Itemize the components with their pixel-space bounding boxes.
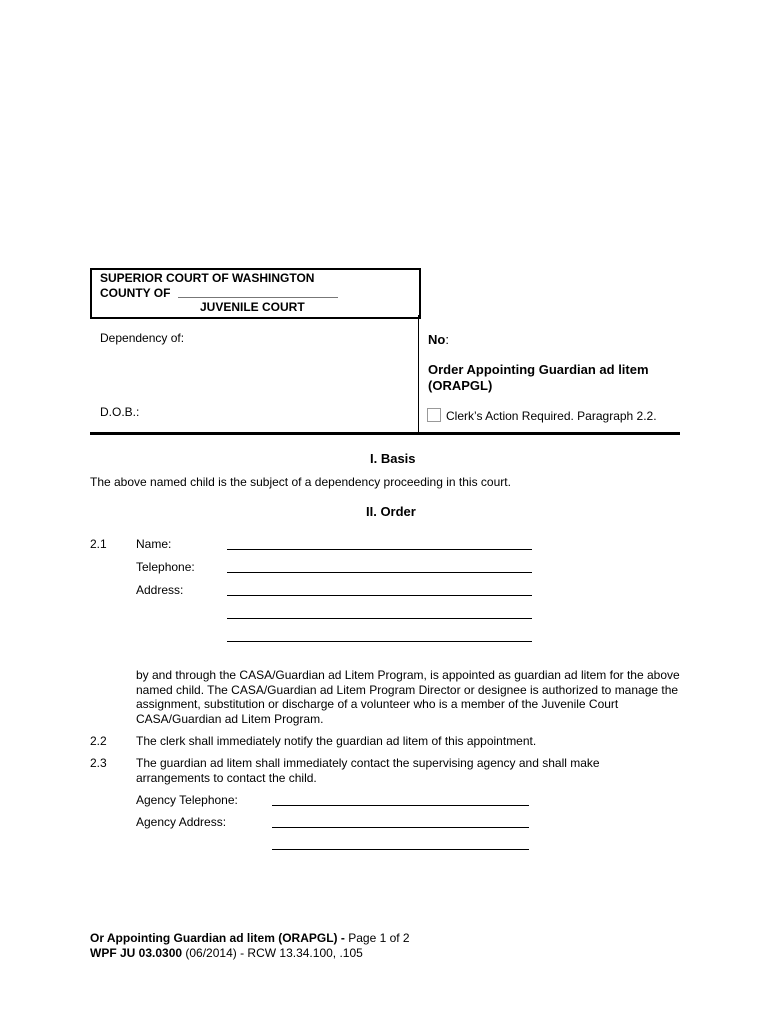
appointment-paragraph: by and through the CASA/Guardian ad Litem Program, is appointed as guardian ad litem for the above named child. The CASA/Guardian ad Litem Program Director or designee is authorized to manage the assignment, substitution or discharge of a volunteer who is a member of the Juvenile Court CASA/Guardian ad Litem Program. bbox=[136, 668, 680, 726]
agency-address-field-line[interactable] bbox=[272, 827, 529, 828]
juvenile-court-label: JUVENILE COURT bbox=[200, 300, 305, 314]
address-field-line[interactable] bbox=[227, 641, 532, 642]
caption-bottom-rule bbox=[90, 432, 680, 435]
footer-form-id: WPF JU 03.0300 (06/2014) - RCW 13.34.100, .105 bbox=[90, 946, 363, 960]
paragraph-number: 2.2 bbox=[90, 734, 107, 748]
agency-telephone-field-line[interactable] bbox=[272, 805, 529, 806]
telephone-field-line[interactable] bbox=[227, 572, 532, 573]
notify-paragraph: The clerk shall immediately notify the guardian ad litem of this appointment. bbox=[136, 734, 537, 748]
section-basis-heading: I. Basis bbox=[370, 451, 416, 466]
court-name: SUPERIOR COURT OF WASHINGTON bbox=[100, 271, 315, 285]
county-blank-line[interactable] bbox=[178, 297, 338, 298]
dependency-label: Dependency of: bbox=[100, 331, 185, 345]
basis-text: The above named child is the subject of a dependency proceeding in this court. bbox=[90, 475, 511, 489]
name-field-line[interactable] bbox=[227, 549, 532, 550]
contact-paragraph: The guardian ad litem shall immediately contact the supervising agency and shall make arrangements to contact the child. bbox=[136, 756, 600, 785]
case-number-label: No: bbox=[428, 332, 449, 347]
section-order-heading: II. Order bbox=[366, 504, 416, 519]
caption-divider bbox=[418, 315, 419, 433]
name-label: Name: bbox=[136, 537, 172, 551]
agency-address-label: Agency Address: bbox=[136, 815, 227, 829]
address-label: Address: bbox=[136, 583, 184, 597]
order-title-line1: Order Appointing Guardian ad litem bbox=[428, 362, 649, 377]
clerk-action-label: Clerk’s Action Required. Paragraph 2.2. bbox=[446, 409, 657, 423]
county-label: COUNTY OF bbox=[100, 286, 171, 300]
agency-address-field-line[interactable] bbox=[272, 849, 529, 850]
clerk-action-checkbox[interactable] bbox=[427, 408, 441, 422]
dob-label: D.O.B.: bbox=[100, 405, 140, 419]
paragraph-number: 2.3 bbox=[90, 756, 107, 770]
order-title-line2: (ORAPGL) bbox=[428, 378, 493, 393]
address-field-line[interactable] bbox=[227, 595, 532, 596]
agency-telephone-label: Agency Telephone: bbox=[136, 793, 238, 807]
address-field-line[interactable] bbox=[227, 618, 532, 619]
footer-form-title: Or Appointing Guardian ad litem (ORAPGL) - Page 1 of 2 bbox=[90, 931, 410, 945]
paragraph-number: 2.1 bbox=[90, 537, 107, 551]
telephone-label: Telephone: bbox=[136, 560, 195, 574]
